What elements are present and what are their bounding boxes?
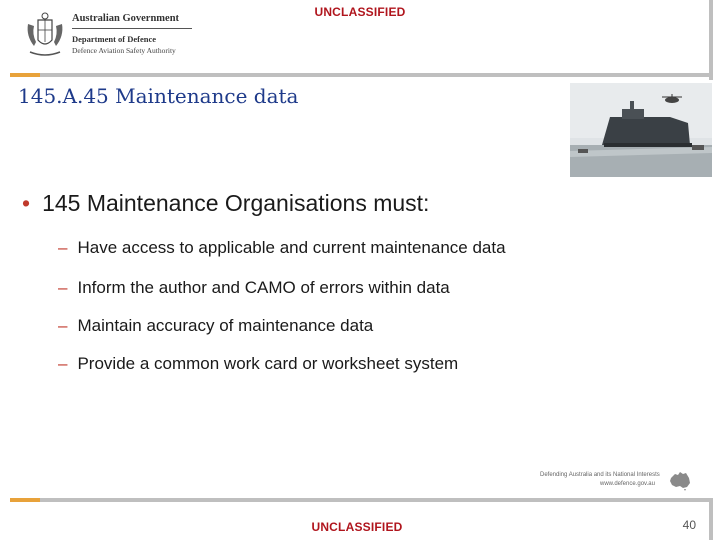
footer-rule-accent xyxy=(10,498,40,502)
sub-item xyxy=(58,238,506,258)
footer-branding xyxy=(540,470,690,492)
header-rule-accent xyxy=(10,73,40,77)
sub-item-text: Inform the author and CAMO of errors within data xyxy=(77,278,450,297)
header-side-rule xyxy=(709,0,713,80)
sub-item-text: Provide a common work card or worksheet system xyxy=(77,354,459,373)
footer-slogan: Defending Australia and its National Interests xyxy=(540,472,660,478)
dash-marker: – xyxy=(58,316,68,335)
header-rule xyxy=(40,73,710,77)
dash-marker: – xyxy=(58,238,68,257)
ship-photo xyxy=(570,83,712,177)
sub-item xyxy=(58,354,458,374)
main-bullet xyxy=(22,190,429,217)
logo-government-name: Australian Government xyxy=(72,13,180,24)
footer-url: www.defence.gov.au xyxy=(600,481,655,487)
sub-item-text: Have access to applicable and current maintenance data xyxy=(77,238,506,257)
footer-side-rule xyxy=(709,498,713,540)
footer-classification: UNCLASSIFIED xyxy=(311,520,403,534)
logo-divider xyxy=(72,28,192,29)
slide-title: 145.A.45 Maintenance data xyxy=(18,84,299,108)
coat-of-arms-icon xyxy=(24,10,66,60)
main-bullet-text: 145 Maintenance Organisations must: xyxy=(42,190,430,216)
logo-department-name: Department of Defence xyxy=(72,34,157,44)
sub-item-text: Maintain accuracy of maintenance data xyxy=(77,316,374,335)
logo-authority-name: Defence Aviation Safety Authority xyxy=(72,46,176,55)
australia-map-icon xyxy=(668,470,692,492)
sub-item xyxy=(58,278,450,298)
page-number: 40 xyxy=(682,518,696,532)
government-logo xyxy=(24,10,194,62)
bullet-marker: • xyxy=(22,190,31,216)
footer-rule xyxy=(40,498,710,502)
dash-marker: – xyxy=(58,278,68,297)
dash-marker: – xyxy=(58,354,68,373)
sub-item xyxy=(58,316,373,336)
header-classification: UNCLASSIFIED xyxy=(314,5,406,19)
